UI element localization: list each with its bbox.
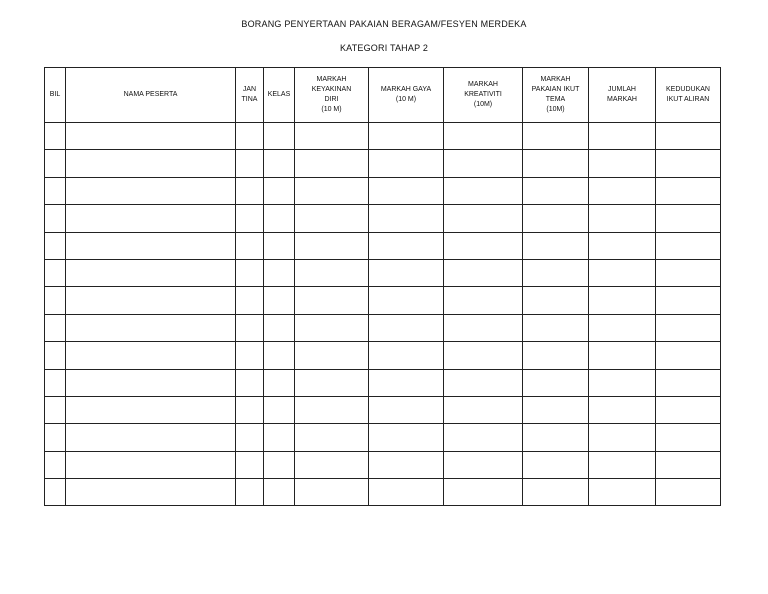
cell-kedudukan[interactable] (656, 396, 721, 423)
cell-jumlah[interactable] (589, 451, 656, 478)
cell-jantina[interactable] (236, 259, 264, 286)
cell-tema[interactable] (523, 424, 589, 451)
cell-nama[interactable] (66, 287, 236, 314)
cell-keyakinan[interactable] (295, 369, 369, 396)
cell-gaya[interactable] (369, 177, 444, 204)
cell-kelas[interactable] (264, 232, 295, 259)
cell-nama[interactable] (66, 314, 236, 341)
cell-keyakinan[interactable] (295, 259, 369, 286)
cell-kedudukan[interactable] (656, 287, 721, 314)
cell-kedudukan[interactable] (656, 123, 721, 150)
cell-bil[interactable] (45, 369, 66, 396)
cell-nama[interactable] (66, 451, 236, 478)
cell-gaya[interactable] (369, 479, 444, 506)
cell-kedudukan[interactable] (656, 177, 721, 204)
cell-kedudukan[interactable] (656, 424, 721, 451)
header-markah-gaya: MARKAH GAYA (10 M) (369, 68, 444, 123)
cell-kreativiti[interactable] (444, 342, 523, 369)
header-jumlah-markah: JUMLAH MARKAH (589, 68, 656, 123)
cell-gaya[interactable] (369, 424, 444, 451)
cell-nama[interactable] (66, 396, 236, 423)
cell-bil[interactable] (45, 150, 66, 177)
cell-jantina[interactable] (236, 369, 264, 396)
cell-gaya[interactable] (369, 150, 444, 177)
cell-nama[interactable] (66, 342, 236, 369)
cell-jumlah[interactable] (589, 123, 656, 150)
cell-tema[interactable] (523, 451, 589, 478)
cell-kreativiti[interactable] (444, 396, 523, 423)
cell-nama[interactable] (66, 150, 236, 177)
cell-kelas[interactable] (264, 123, 295, 150)
cell-kelas[interactable] (264, 259, 295, 286)
cell-kreativiti[interactable] (444, 150, 523, 177)
cell-gaya[interactable] (369, 232, 444, 259)
table-row (45, 424, 721, 451)
table-row (45, 259, 721, 286)
cell-kreativiti[interactable] (444, 287, 523, 314)
cell-kelas[interactable] (264, 424, 295, 451)
cell-keyakinan[interactable] (295, 314, 369, 341)
cell-kedudukan[interactable] (656, 451, 721, 478)
cell-gaya[interactable] (369, 369, 444, 396)
table-body (45, 123, 721, 506)
cell-kedudukan[interactable] (656, 369, 721, 396)
cell-jantina[interactable] (236, 424, 264, 451)
cell-bil[interactable] (45, 259, 66, 286)
cell-keyakinan[interactable] (295, 123, 369, 150)
cell-nama[interactable] (66, 205, 236, 232)
cell-jumlah[interactable] (589, 205, 656, 232)
cell-nama[interactable] (66, 369, 236, 396)
cell-kelas[interactable] (264, 479, 295, 506)
cell-kreativiti[interactable] (444, 369, 523, 396)
cell-tema[interactable] (523, 259, 589, 286)
cell-jumlah[interactable] (589, 177, 656, 204)
cell-tema[interactable] (523, 396, 589, 423)
cell-gaya[interactable] (369, 205, 444, 232)
cell-nama[interactable] (66, 123, 236, 150)
cell-tema[interactable] (523, 342, 589, 369)
cell-gaya[interactable] (369, 451, 444, 478)
cell-jumlah[interactable] (589, 287, 656, 314)
table-row (45, 177, 721, 204)
cell-kelas[interactable] (264, 177, 295, 204)
table-row (45, 287, 721, 314)
cell-jantina[interactable] (236, 232, 264, 259)
header-markah-tema: MARKAH PAKAIAN IKUT TEMA (10M) (523, 68, 589, 123)
cell-kedudukan[interactable] (656, 479, 721, 506)
cell-jantina[interactable] (236, 396, 264, 423)
cell-keyakinan[interactable] (295, 150, 369, 177)
cell-jantina[interactable] (236, 177, 264, 204)
cell-keyakinan[interactable] (295, 424, 369, 451)
cell-gaya[interactable] (369, 259, 444, 286)
cell-bil[interactable] (45, 177, 66, 204)
cell-kedudukan[interactable] (656, 314, 721, 341)
cell-nama[interactable] (66, 232, 236, 259)
cell-jumlah[interactable] (589, 314, 656, 341)
header-jantina: JAN TINA (236, 68, 264, 123)
cell-tema[interactable] (523, 369, 589, 396)
cell-jantina[interactable] (236, 205, 264, 232)
cell-bil[interactable] (45, 314, 66, 341)
cell-kreativiti[interactable] (444, 451, 523, 478)
cell-keyakinan[interactable] (295, 287, 369, 314)
header-row (45, 68, 721, 123)
cell-kedudukan[interactable] (656, 205, 721, 232)
cell-jumlah[interactable] (589, 232, 656, 259)
cell-bil[interactable] (45, 342, 66, 369)
cell-gaya[interactable] (369, 396, 444, 423)
cell-kreativiti[interactable] (444, 314, 523, 341)
cell-gaya[interactable] (369, 342, 444, 369)
cell-kelas[interactable] (264, 451, 295, 478)
cell-keyakinan[interactable] (295, 479, 369, 506)
cell-keyakinan[interactable] (295, 205, 369, 232)
cell-kedudukan[interactable] (656, 342, 721, 369)
cell-kreativiti[interactable] (444, 177, 523, 204)
cell-kreativiti[interactable] (444, 259, 523, 286)
cell-gaya[interactable] (369, 314, 444, 341)
table-row (45, 342, 721, 369)
cell-kelas[interactable] (264, 342, 295, 369)
cell-nama[interactable] (66, 259, 236, 286)
header-kedudukan: KEDUDUKAN IKUT ALIRAN (656, 68, 721, 123)
cell-jumlah[interactable] (589, 479, 656, 506)
header-markah-keyakinan: MARKAH KEYAKINAN DIRI (10 M) (295, 68, 369, 123)
cell-tema[interactable] (523, 232, 589, 259)
table-row (45, 123, 721, 150)
cell-kelas[interactable] (264, 205, 295, 232)
cell-tema[interactable] (523, 123, 589, 150)
cell-kedudukan[interactable] (656, 150, 721, 177)
table-row (45, 369, 721, 396)
cell-kelas[interactable] (264, 287, 295, 314)
cell-tema[interactable] (523, 177, 589, 204)
cell-nama[interactable] (66, 177, 236, 204)
cell-jantina[interactable] (236, 314, 264, 341)
table-row (45, 451, 721, 478)
cell-bil[interactable] (45, 232, 66, 259)
table-row (45, 150, 721, 177)
cell-kreativiti[interactable] (444, 424, 523, 451)
cell-keyakinan[interactable] (295, 396, 369, 423)
cell-tema[interactable] (523, 479, 589, 506)
cell-kreativiti[interactable] (444, 232, 523, 259)
cell-bil[interactable] (45, 451, 66, 478)
table-row (45, 479, 721, 506)
cell-bil[interactable] (45, 479, 66, 506)
cell-jantina[interactable] (236, 150, 264, 177)
cell-nama[interactable] (66, 479, 236, 506)
table-row (45, 232, 721, 259)
form-title: BORANG PENYERTAAN PAKAIAN BERAGAM/FESYEN MERDEKA (241, 19, 527, 29)
header-bil: BIL (45, 68, 66, 123)
cell-jumlah[interactable] (589, 150, 656, 177)
cell-gaya[interactable] (369, 287, 444, 314)
category-subtitle: KATEGORI TAHAP 2 (339, 43, 429, 53)
cell-bil[interactable] (45, 424, 66, 451)
cell-keyakinan[interactable] (295, 342, 369, 369)
cell-jantina[interactable] (236, 287, 264, 314)
cell-keyakinan[interactable] (295, 232, 369, 259)
cell-kelas[interactable] (264, 314, 295, 341)
cell-jantina[interactable] (236, 451, 264, 478)
table-row (45, 314, 721, 341)
cell-kedudukan[interactable] (656, 232, 721, 259)
cell-jumlah[interactable] (589, 396, 656, 423)
cell-bil[interactable] (45, 396, 66, 423)
cell-jumlah[interactable] (589, 424, 656, 451)
cell-tema[interactable] (523, 150, 589, 177)
cell-bil[interactable] (45, 287, 66, 314)
cell-kelas[interactable] (264, 369, 295, 396)
entry-table (44, 67, 721, 506)
cell-bil[interactable] (45, 123, 66, 150)
header-markah-kreativiti: MARKAH KREATIVITI (10M) (444, 68, 523, 123)
cell-kreativiti[interactable] (444, 479, 523, 506)
cell-nama[interactable] (66, 424, 236, 451)
cell-bil[interactable] (45, 205, 66, 232)
table-row (45, 205, 721, 232)
cell-kelas[interactable] (264, 396, 295, 423)
cell-kedudukan[interactable] (656, 259, 721, 286)
cell-jantina[interactable] (236, 123, 264, 150)
cell-tema[interactable] (523, 205, 589, 232)
cell-kelas[interactable] (264, 150, 295, 177)
cell-kreativiti[interactable] (444, 123, 523, 150)
cell-tema[interactable] (523, 287, 589, 314)
cell-keyakinan[interactable] (295, 177, 369, 204)
cell-gaya[interactable] (369, 123, 444, 150)
cell-jantina[interactable] (236, 479, 264, 506)
table-row (45, 396, 721, 423)
cell-jumlah[interactable] (589, 342, 656, 369)
header-kelas: KELAS (264, 68, 295, 123)
cell-keyakinan[interactable] (295, 451, 369, 478)
cell-kreativiti[interactable] (444, 205, 523, 232)
cell-tema[interactable] (523, 314, 589, 341)
header-nama-peserta: NAMA PESERTA (66, 68, 236, 123)
cell-jantina[interactable] (236, 342, 264, 369)
cell-jumlah[interactable] (589, 259, 656, 286)
cell-jumlah[interactable] (589, 369, 656, 396)
